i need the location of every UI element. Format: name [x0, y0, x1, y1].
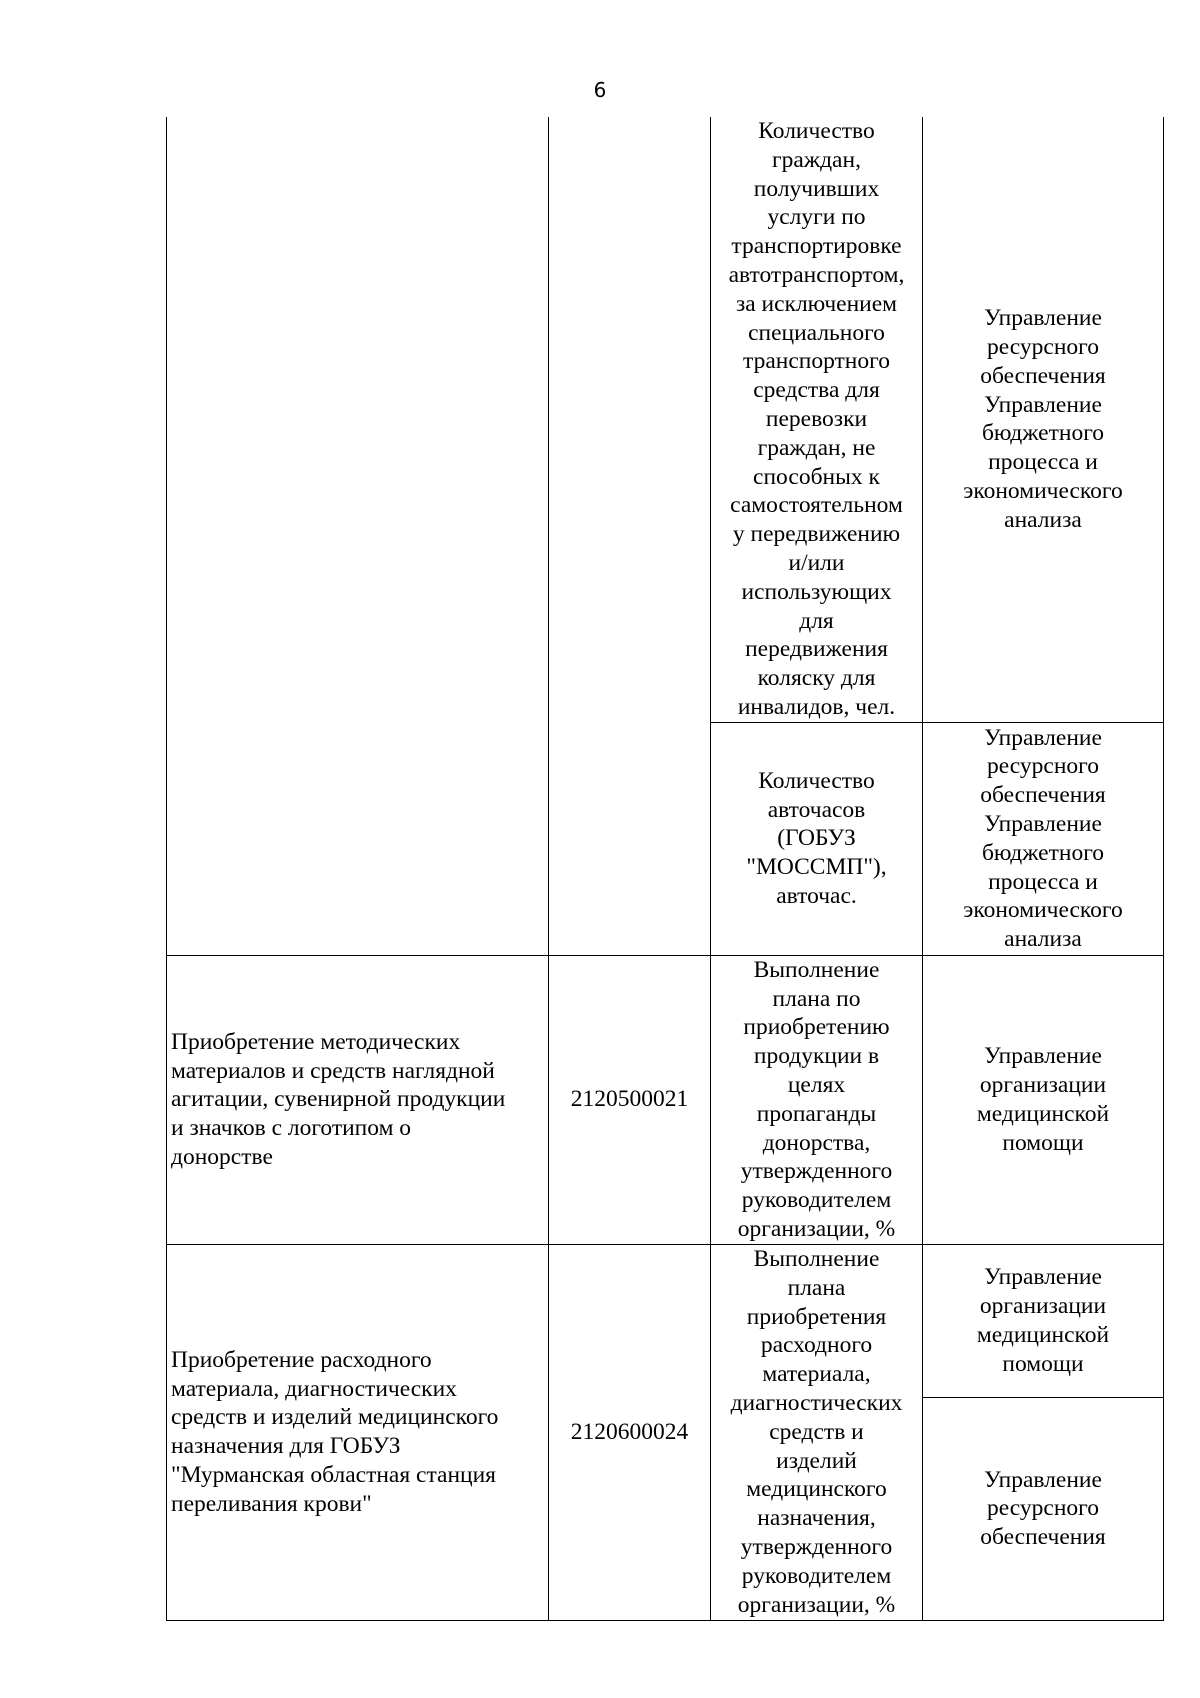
indicator-cell: Выполнение плана приобретения расходного материала, диагностических средств и изделий медицинского назначения, утвержденного руководителем организации, %	[711, 1244, 923, 1620]
event-name-cell-empty	[167, 117, 549, 955]
page-number: 6	[593, 78, 607, 102]
event-code-cell-empty	[549, 117, 711, 955]
event-code-cell: 2120600024	[549, 1244, 711, 1620]
table-row	[167, 117, 1164, 722]
program-table	[166, 117, 1164, 1621]
event-name-cell: Приобретение методических материалов и средств наглядной агитации, сувенирной продукции и значков с логотипом о донорстве	[167, 955, 549, 1244]
responsible-dept-cell: Управление ресурсного обеспечения Управление бюджетного процесса и экономического анализа	[923, 117, 1164, 722]
responsible-dept-cell: Управление организации медицинской помощи	[923, 955, 1164, 1244]
table-row	[167, 1244, 1164, 1397]
event-code-cell: 2120500021	[549, 955, 711, 1244]
responsible-dept-cell: Управление ресурсного обеспечения Управление бюджетного процесса и экономического анализа	[923, 722, 1164, 955]
responsible-dept-cell: Управление ресурсного обеспечения	[923, 1397, 1164, 1620]
indicator-cell: Количество граждан, получивших услуги по транспортировке автотранспортом, за исключением специального транспортного средства для перевозки граждан, не способных к самостоятельном у передвижению и/или использующих для передвижения коляску для инвалидов, чел.	[711, 117, 923, 722]
indicator-cell: Количество авточасов (ГОБУЗ "МОССМП"), авточас.	[711, 722, 923, 955]
event-name-cell: Приобретение расходного материала, диагностических средств и изделий медицинского назначения для ГОБУЗ "Мурманская областная станция переливания крови"	[167, 1244, 549, 1620]
responsible-dept-cell: Управление организации медицинской помощи	[923, 1244, 1164, 1397]
indicator-cell: Выполнение плана по приобретению продукции в целях пропаганды донорства, утвержденного руководителем организации, %	[711, 955, 923, 1244]
table-row	[167, 955, 1164, 1244]
